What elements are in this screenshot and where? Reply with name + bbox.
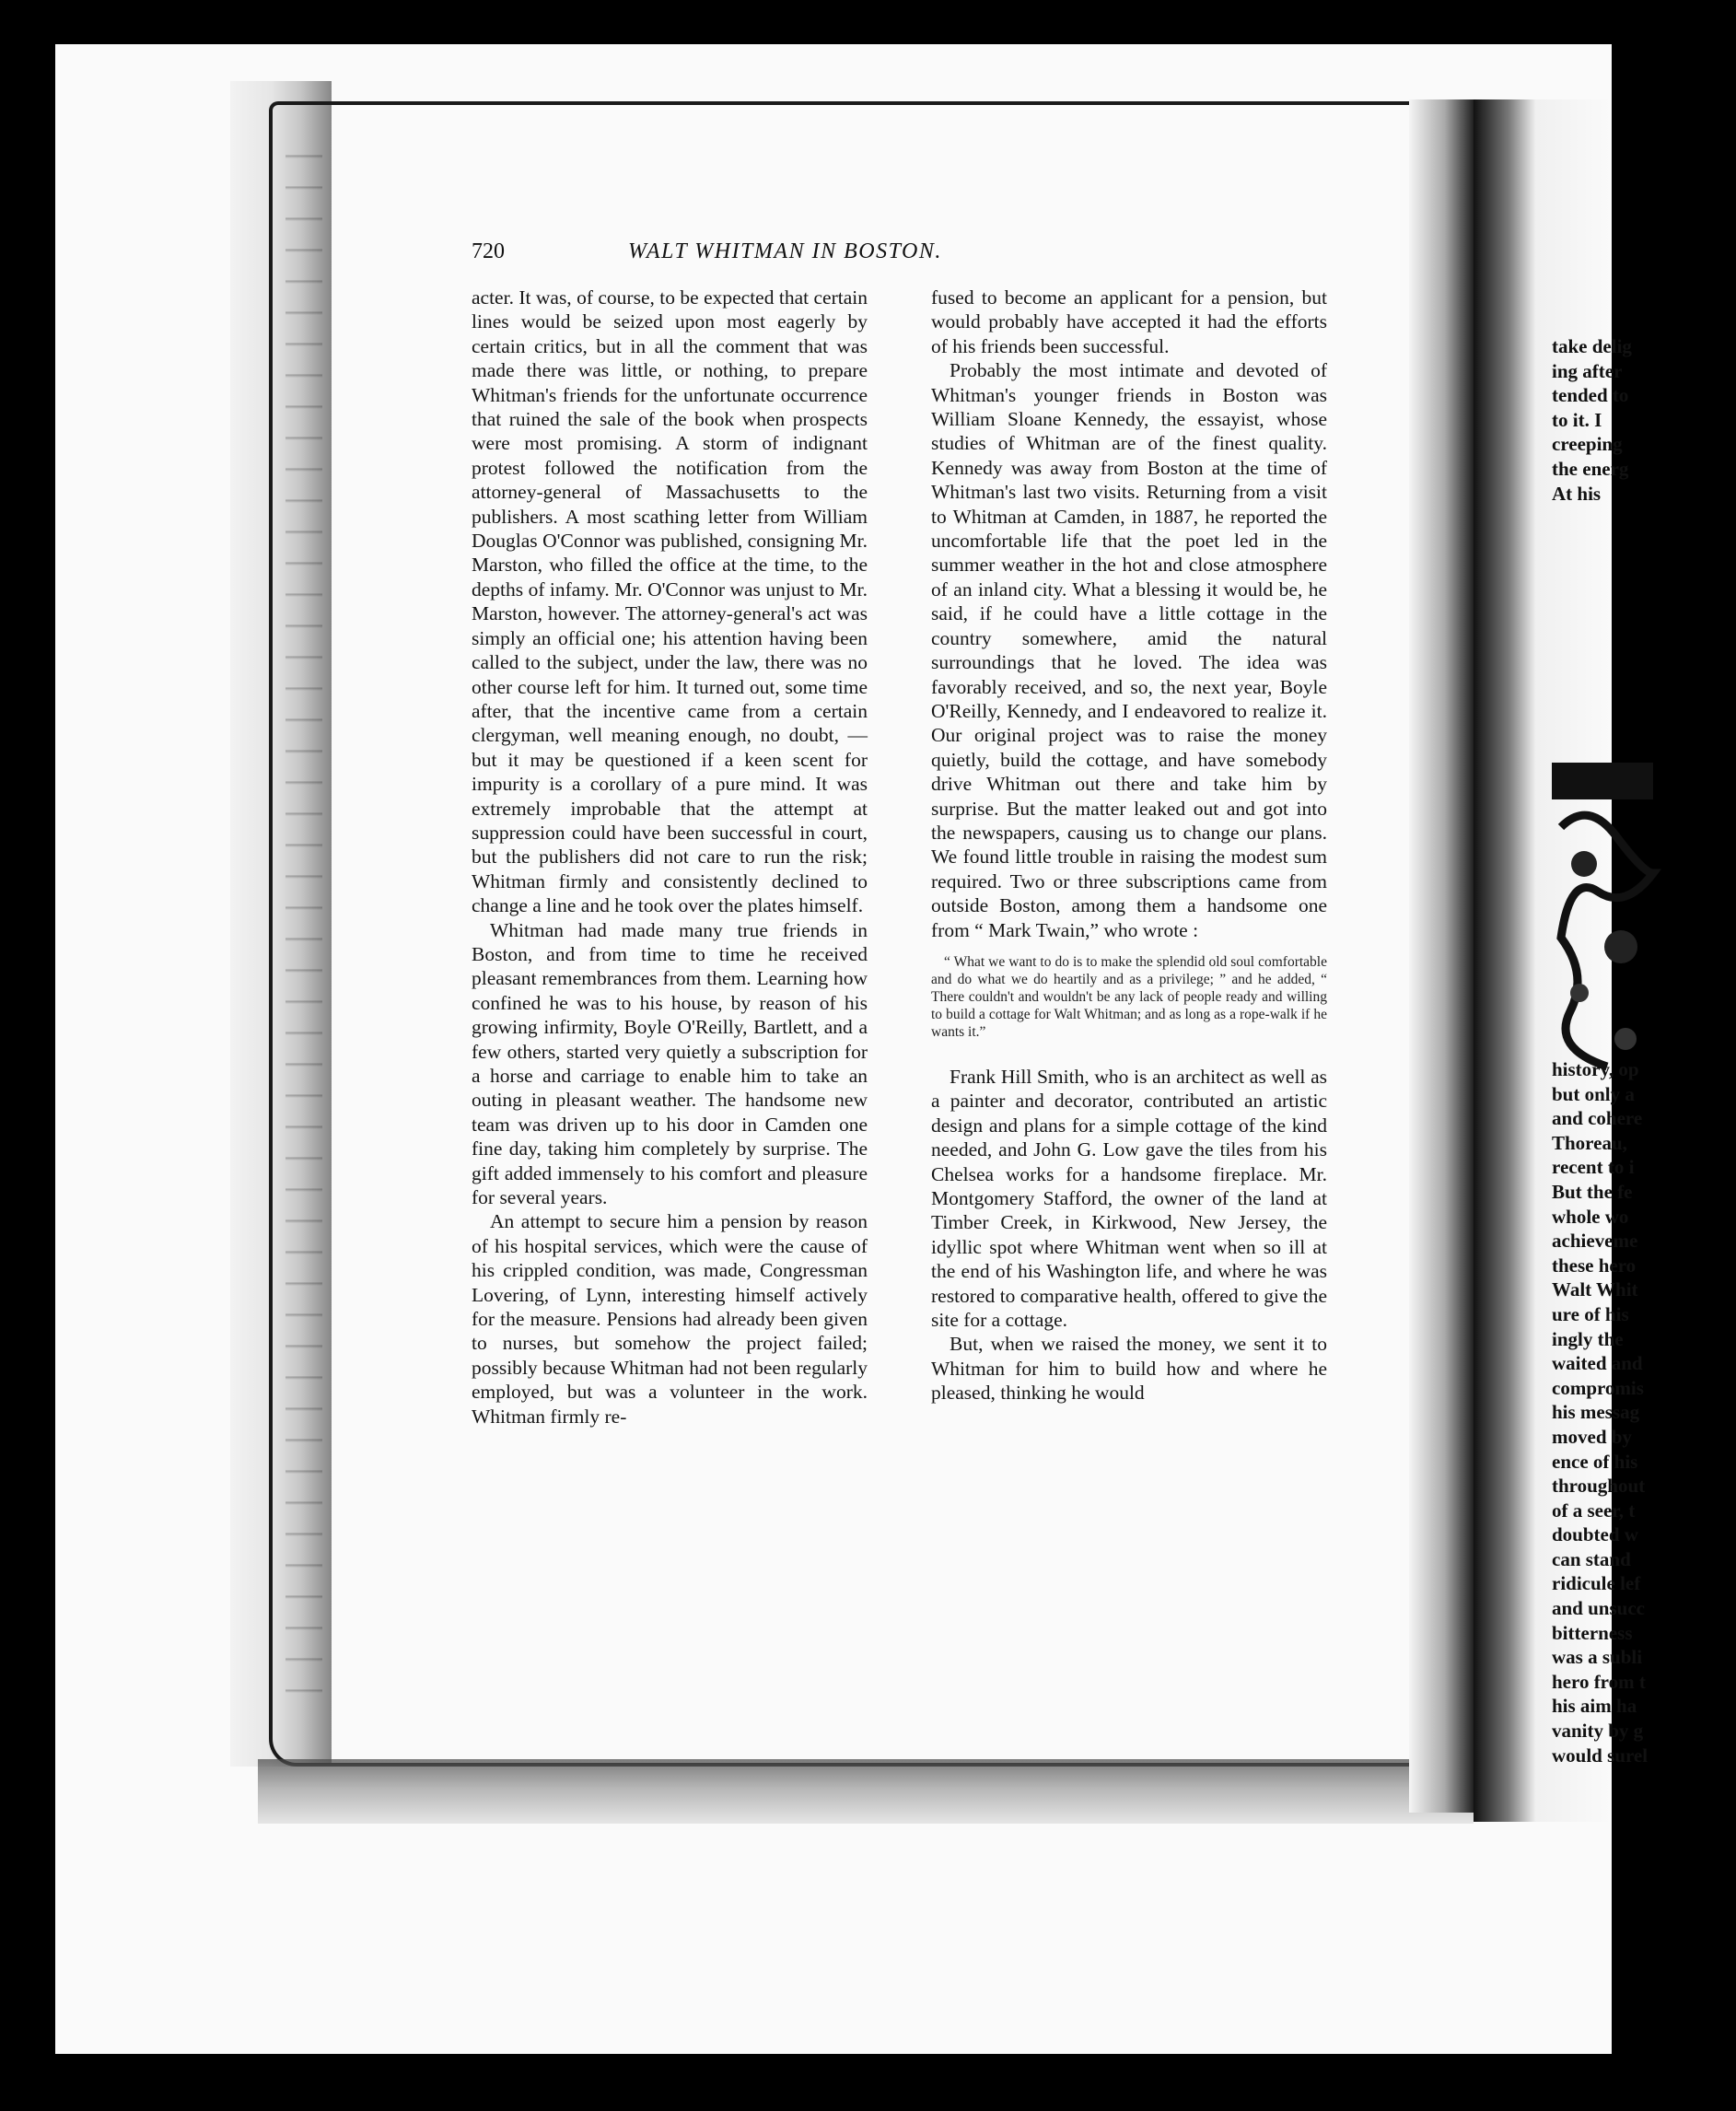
- fragment-line: his aim ha: [1552, 1695, 1637, 1718]
- page-bottom-shadow: [258, 1759, 1474, 1824]
- fragment-line: these hero: [1552, 1254, 1637, 1277]
- fragment-line: the energ: [1552, 457, 1629, 480]
- fragment-line: waited and: [1552, 1352, 1643, 1375]
- fragment-line: doubted w: [1552, 1523, 1638, 1546]
- fragment-line: recent to i: [1552, 1156, 1635, 1179]
- fragment-line: tended to: [1552, 384, 1629, 407]
- fragment-line: hero from t: [1552, 1670, 1646, 1693]
- fragment-line: throughout: [1552, 1475, 1646, 1498]
- fragment-line: Thoreau,: [1552, 1131, 1627, 1154]
- running-title: WALT WHITMAN IN BOSTON.: [628, 239, 942, 263]
- fragment-line: bitterness: [1552, 1621, 1633, 1644]
- fragment-line: Walt Whit: [1552, 1278, 1638, 1301]
- fragment-line: history, op: [1552, 1058, 1639, 1080]
- fragment-line: would surel: [1552, 1744, 1649, 1767]
- paragraph: Probably the most intimate and devoted of Whitman's younger friends in Boston was William Sloane Kennedy, the essayist, whose studies of Whitman are of the finest quality. Kennedy was away from Boston at the time of Whitman's last two visits. Returning from a visit to Whitman at Camden, in 1887, he reported the uncomfortable life that the poet led in the summer weather in the hot and close atmosphere of an inland city. What a blessing it would be, he said, if he could have a little cottage in the country somewhere, amid the natural surroundings that he loved. The idea was favorably received, and so, the next year, Boyle O'Reilly, Kennedy, and I endeavored to realize it. Our original project was to raise the money quietly, build the cottage, and have somebody drive Whitman out there and take him by surprise. But the matter leaked out and got into the newspapers, causing us to change our plans. We found little trouble in raising the modest sum required. Two or three subscriptions came from outside Boston, among them a handsome one from “ Mark Twain,” who wrote :: [931, 359, 1327, 941]
- paragraph: fused to become an applicant for a pension, but would probably have accepted it had the efforts of his friends been successful.: [931, 286, 1327, 357]
- paragraph: An attempt to secure him a pension by reason of his hospital services, which were the cause of his crippled condition, was made, Congressman Lovering, of Lynn, interesting himself actively for the measure. Pensions had already been given to nurses, but somehow the project failed; possibly because Whitman had not been regularly employed, but was a volunteer in the work. Whitman firmly re-: [472, 1210, 868, 1428]
- fragment-line: ure of his: [1552, 1302, 1629, 1325]
- right-text-column: [931, 286, 1327, 1405]
- block-quote: “ What we want to do is to make the splendid old soul comfortable and do what we do heartily and as a privilege; ” and he added, “ There couldn't and wouldn't be any lack of people ready and willing to build a cottage for Walt Whitman; and as long as a rope-walk if he wants it.”: [931, 953, 1327, 1040]
- fragment-line: But the fe: [1552, 1180, 1633, 1203]
- fragment-line: and unsucc: [1552, 1597, 1645, 1620]
- fragment-line: but only a: [1552, 1082, 1635, 1105]
- fragment-line: can stand: [1552, 1547, 1631, 1570]
- fragment-line: was a subli: [1552, 1646, 1643, 1669]
- right-page-text-bottom: [1552, 1057, 1736, 1767]
- fragment-line: ridicule lef: [1552, 1572, 1641, 1595]
- fragment-line: take delig: [1552, 335, 1632, 357]
- right-page-text-top: [1552, 334, 1736, 506]
- fragment-line: ingly the: [1552, 1327, 1624, 1350]
- fragment-line: ing after: [1552, 359, 1623, 382]
- fragment-line: compromis: [1552, 1376, 1644, 1399]
- fragment-line: At his: [1552, 482, 1602, 505]
- left-text-column: [472, 286, 868, 1429]
- paragraph: Whitman had made many true friends in Boston, and from time to time he received pleasant remembrances from them. Learning how confined he was to his house, by reason of his growing infirmity, Boyle O'Reilly, Bartlett, and a few others, started very quietly a subscription for a horse and carriage to enable him to take an outing in pleasant weather. The handsome new team was driven up to his door in Camden one fine day, taking him completely by surprise. The gift added immensely to his comfort and pleasure for several years.: [472, 918, 868, 1209]
- page-number: 720: [472, 239, 505, 263]
- paragraph: acter. It was, of course, to be expected that certain lines would be seized upon most eagerly by certain critics, but in all the comment that was made there was little, or nothing, to prepare Whitman's friends for the unfortunate occurrence that ruined the sale of the book when prospects were most promising. A storm of indignant protest followed the notification from the attorney-general of Massachusetts to the publishers. A most scathing letter from William Douglas O'Connor was published, consigning Mr. Marston, who filled the office at the time, to the depths of infamy. Mr. O'Connor was unjust to Mr. Marston, however. The attorney-general's act was simply an official one; his attention having been called to the subject, under the law, there was no other course left for him. It turned out, some time after, that the incentive came from a certain clergyman, well meaning enough, no doubt, — but it may be questioned if a keen scent for impurity is a corollary of a pure mind. It was extremely improbable that the attempt at suppression could have been successful in court, but the publishers did not care to run the risk; Whitman firmly and consistently declined to change a line and he took over the plates himself.: [472, 286, 868, 917]
- book-gutter: [1409, 99, 1474, 1813]
- fragment-line: creeping: [1552, 433, 1623, 456]
- page-header: [472, 239, 1190, 276]
- fragment-line: of a seer, t: [1552, 1499, 1636, 1522]
- fragment-line: and cohere: [1552, 1107, 1643, 1130]
- fragment-line: vanity by g: [1552, 1720, 1644, 1743]
- right-page-fragment: [1474, 99, 1649, 1822]
- fragment-line: ence of his: [1552, 1450, 1638, 1473]
- fragment-line: achieveme: [1552, 1230, 1638, 1253]
- paragraph: Frank Hill Smith, who is an architect as well as a painter and decorator, contributed an artistic design and plans for a simple cottage of the kind needed, and John G. Low gave the tiles from his Chelsea works for a handsome fireplace. Mr. Montgomery Stafford, the owner of the land at Timber Creek, in Kirkwood, New Jersey, the idyllic spot where Whitman went when so ill at the end of his Washington life, and where he was restored to comparative health, offered to give the site for a cottage.: [931, 1065, 1327, 1332]
- fragment-line: to it. I: [1552, 408, 1602, 431]
- fragment-line: whole wo: [1552, 1205, 1629, 1228]
- fragment-line: his messag: [1552, 1401, 1640, 1424]
- scanned-sheet: [55, 44, 1649, 2054]
- fragment-line: moved by: [1552, 1425, 1632, 1448]
- paragraph: But, when we raised the money, we sent it to Whitman for him to build how and where he pleased, thinking he would: [931, 1333, 1327, 1405]
